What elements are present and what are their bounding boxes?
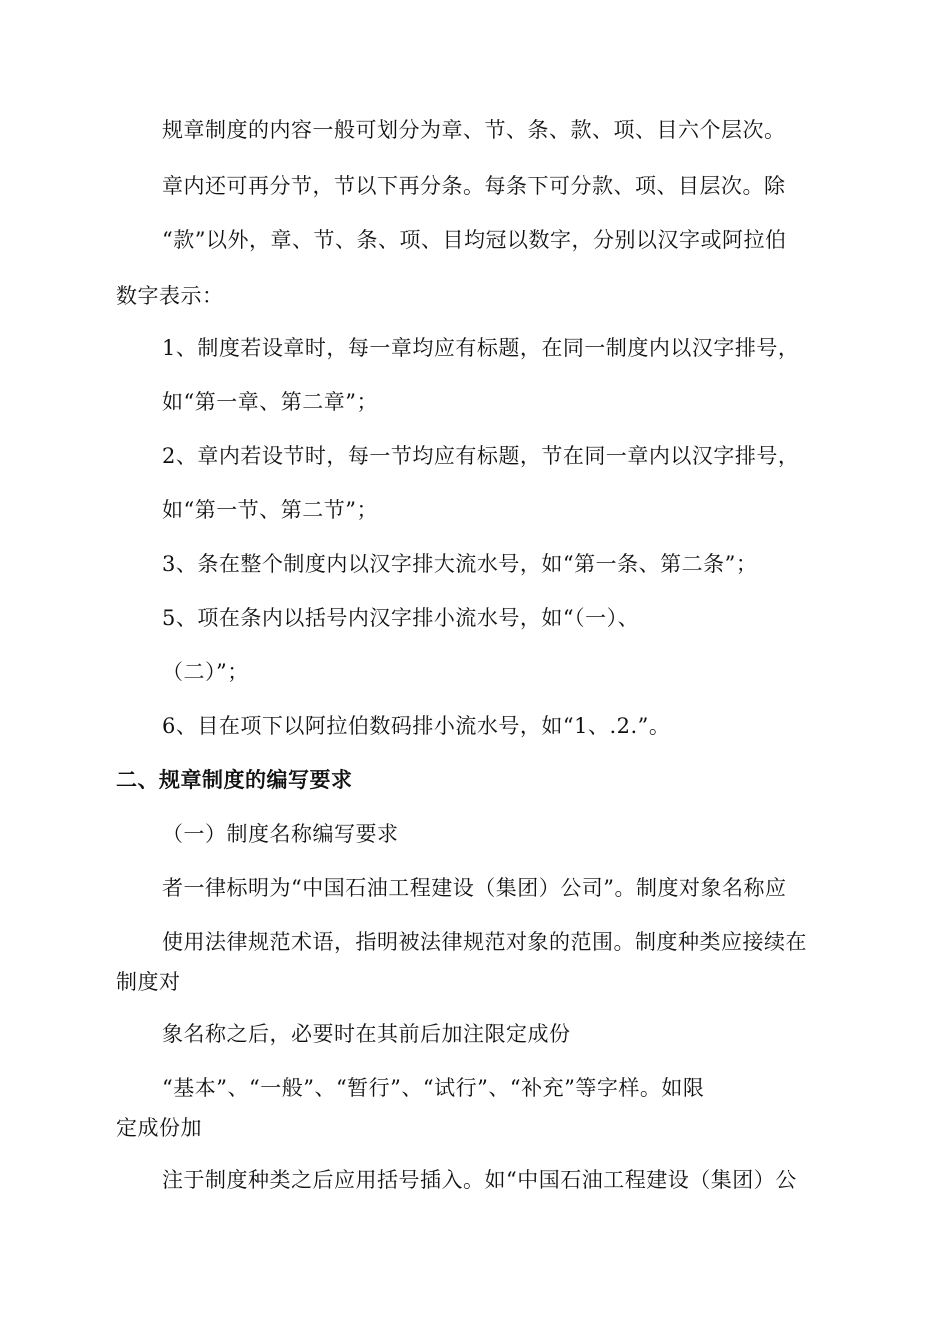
subsection-heading: （一）制度名称编写要求 (162, 822, 399, 846)
list-item-1-line-1: 1、制度若设章时，每一章均应有标题，在同一制度内以汉字排号， (162, 336, 800, 360)
list-item-2-line-1: 2、章内若设节时，每一节均应有标题，节在同一章内以汉字排号， (162, 444, 800, 468)
body-line-5: “基本”、“一般”、“暂行”、“试行”、“补充”等字样。如限 (162, 1076, 705, 1100)
body-line-3: 制度对 (116, 970, 181, 994)
paragraph-line-2: 章内还可再分节，节以下再分条。每条下可分款、项、目层次。除 (162, 174, 786, 198)
body-line-2: 使用法律规范术语，指明被法律规范对象的范围。制度种类应接续在 (162, 930, 807, 954)
paragraph-line-4: 数字表示： (116, 284, 224, 308)
list-item-1-line-2: 如“第一章、第二章”； (162, 390, 378, 414)
section-heading: 二、规章制度的编写要求 (116, 768, 353, 792)
paragraph-line-1: 规章制度的内容一般可划分为章、节、条、款、项、目六个层次。 (162, 118, 786, 142)
body-line-6: 定成份加 (116, 1116, 202, 1140)
list-item-5-line-1: 5、项在条内以括号内汉字排小流水号，如“（一）、 (162, 606, 640, 630)
body-line-7: 注于制度种类之后应用括号插入。如“中国石油工程建设（集团）公 (162, 1168, 797, 1192)
list-item-6: 6、目在项下以阿拉伯数码排小流水号，如“1、.2.”。 (162, 714, 671, 738)
list-item-2-line-2: 如“第一节、第二节”； (162, 498, 378, 522)
list-item-3: 3、条在整个制度内以汉字排大流水号，如“第一条、第二条”； (162, 552, 758, 576)
list-item-5-line-2: （二）”； (162, 660, 249, 684)
paragraph-line-3: “款”以外，章、节、条、项、目均冠以数字，分别以汉字或阿拉伯 (162, 228, 787, 252)
body-line-1: 者一律标明为“中国石油工程建设（集团）公司”。制度对象名称应 (162, 876, 787, 900)
body-line-4: 象名称之后，必要时在其前后加注限定成份 (162, 1022, 571, 1046)
